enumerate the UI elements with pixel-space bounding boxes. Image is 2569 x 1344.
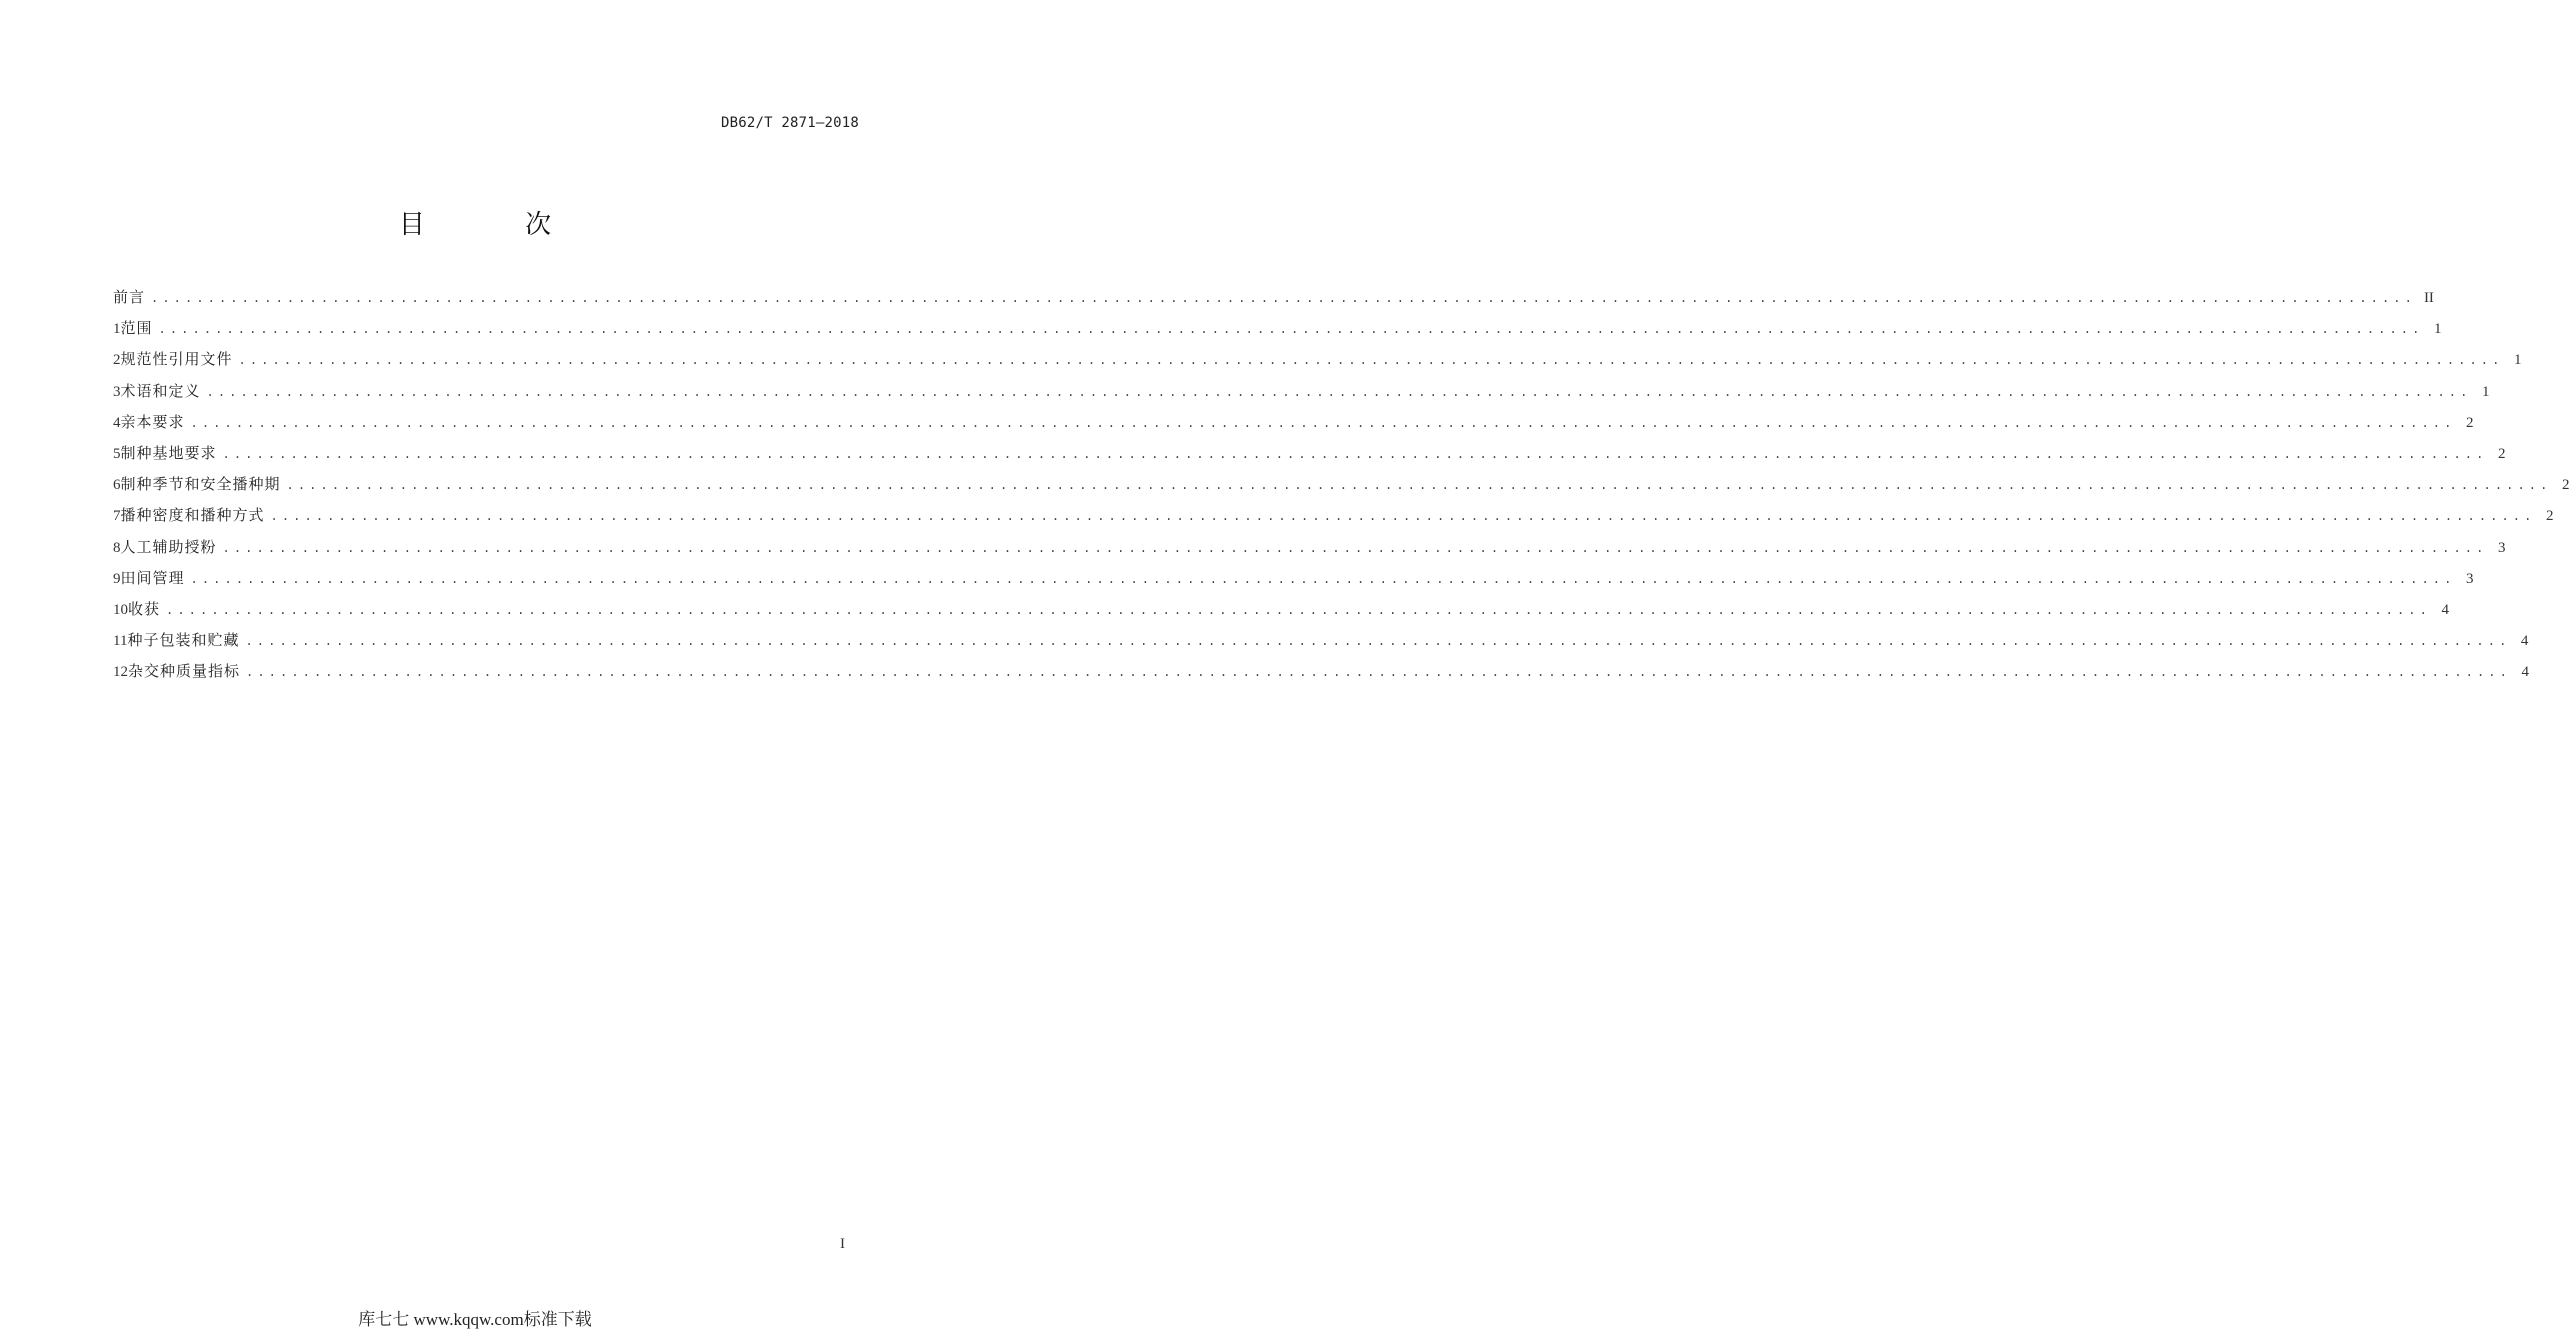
toc-entry-number: 12 <box>113 664 128 681</box>
toc-entry-page: 2 <box>2465 414 2474 431</box>
toc-leader-dots: ........................................................................................................................................................................................................ <box>158 322 2424 337</box>
toc-entry-text: 收获 <box>128 599 161 618</box>
toc-leader-dots: ........................................................................................................................................................................................................ <box>190 415 2456 430</box>
toc-entry-page: 2 <box>2545 508 2554 525</box>
toc-entry-page: 4 <box>2520 633 2529 650</box>
toc-entry-page: 4 <box>2441 601 2449 618</box>
toc-entry[interactable] <box>113 504 2554 535</box>
toc-entry-number: 7 <box>113 508 121 525</box>
toc-entry-text: 制种季节和安全播种期 <box>120 475 281 494</box>
toc-leader-dots: ........................................................................................................................................................................................................ <box>246 665 2511 680</box>
toc-entry-text: 规范性引用文件 <box>120 350 233 369</box>
toc-entry-text: 播种密度和播种方式 <box>120 506 265 525</box>
toc-entry-number: 4 <box>113 414 121 431</box>
toc-entry-text: 术语和定义 <box>120 381 201 400</box>
toc-entry-text: 前言 <box>113 288 146 306</box>
toc-entry[interactable] <box>113 567 2474 598</box>
toc-leader-dots: ........................................................................................................................................................................................................ <box>190 571 2456 586</box>
toc-entry-page: 1 <box>2513 352 2522 369</box>
toc-leader-dots: ........................................................................................................................................................................................................ <box>222 446 2488 461</box>
toc-leader-dots: ........................................................................................................................................................................................................ <box>286 478 2552 493</box>
toc-entry-page: II <box>2423 290 2434 306</box>
toc-entry-number: 3 <box>113 383 121 400</box>
toc-leader-dots: ........................................................................................................................................................................................................ <box>238 353 2504 368</box>
toc-entry[interactable] <box>113 411 2474 442</box>
toc-entry-page: 2 <box>2497 445 2506 462</box>
toc-entry[interactable] <box>113 317 2442 348</box>
toc-entry-page: 1 <box>2433 321 2442 338</box>
toc-entry-text: 种子包装和贮藏 <box>127 631 240 650</box>
toc-leader-dots: ........................................................................................................................................................................................................ <box>206 384 2472 399</box>
toc-entry-text: 亲本要求 <box>120 412 185 431</box>
toc-entry-page: 3 <box>2465 570 2474 587</box>
toc-entry-text: 制种基地要求 <box>120 443 217 462</box>
toc-entry-number: 9 <box>113 570 121 587</box>
toc-entry-text: 田间管理 <box>120 568 185 587</box>
toc-entry-number: 8 <box>113 539 121 556</box>
toc-entry[interactable] <box>113 536 2506 567</box>
toc-entry-page: 4 <box>2521 664 2529 681</box>
toc-entry-number: 2 <box>113 352 121 369</box>
watermark-text: 库七七 www.kqqw.com标准下载 <box>358 1310 592 1329</box>
toc-entry[interactable] <box>113 598 2449 629</box>
toc-entry[interactable] <box>113 629 2529 660</box>
toc-entry-preface[interactable] <box>113 286 2434 317</box>
toc-entry-page: 3 <box>2497 539 2506 556</box>
toc-entry-number: 5 <box>113 445 121 462</box>
page-number: I <box>840 1236 845 1252</box>
toc-entry-page: 1 <box>2481 383 2490 400</box>
toc-leader-dots: ........................................................................................................................................................................................................ <box>151 291 2416 305</box>
toc-entry[interactable] <box>113 473 2569 504</box>
toc-leader-dots: ........................................................................................................................................................................................................ <box>166 602 2431 617</box>
toc-entry-page: 2 <box>2561 477 2569 494</box>
toc-entry-text: 杂交种质量指标 <box>128 662 241 681</box>
toc-entry[interactable] <box>113 442 2506 473</box>
toc-leader-dots: ........................................................................................................................................................................................................ <box>245 634 2511 649</box>
toc-entry[interactable] <box>113 348 2522 379</box>
table-of-contents <box>113 286 2569 691</box>
toc-leader-dots: ........................................................................................................................................................................................................ <box>270 509 2536 524</box>
standard-code: DB62/T 2871—2018 <box>720 115 859 131</box>
toc-entry-text: 人工辅助授粉 <box>120 537 217 556</box>
page-title: 目 次 <box>398 210 598 240</box>
toc-entry-number: 10 <box>113 601 128 618</box>
toc-entry-number: 11 <box>113 633 128 650</box>
toc-leader-dots: ........................................................................................................................................................................................................ <box>222 540 2488 555</box>
toc-entry[interactable] <box>113 380 2490 411</box>
toc-entry[interactable] <box>113 660 2529 691</box>
toc-entry-number: 6 <box>113 477 121 494</box>
toc-entry-text: 范围 <box>120 319 153 338</box>
toc-entry-number: 1 <box>113 321 121 338</box>
